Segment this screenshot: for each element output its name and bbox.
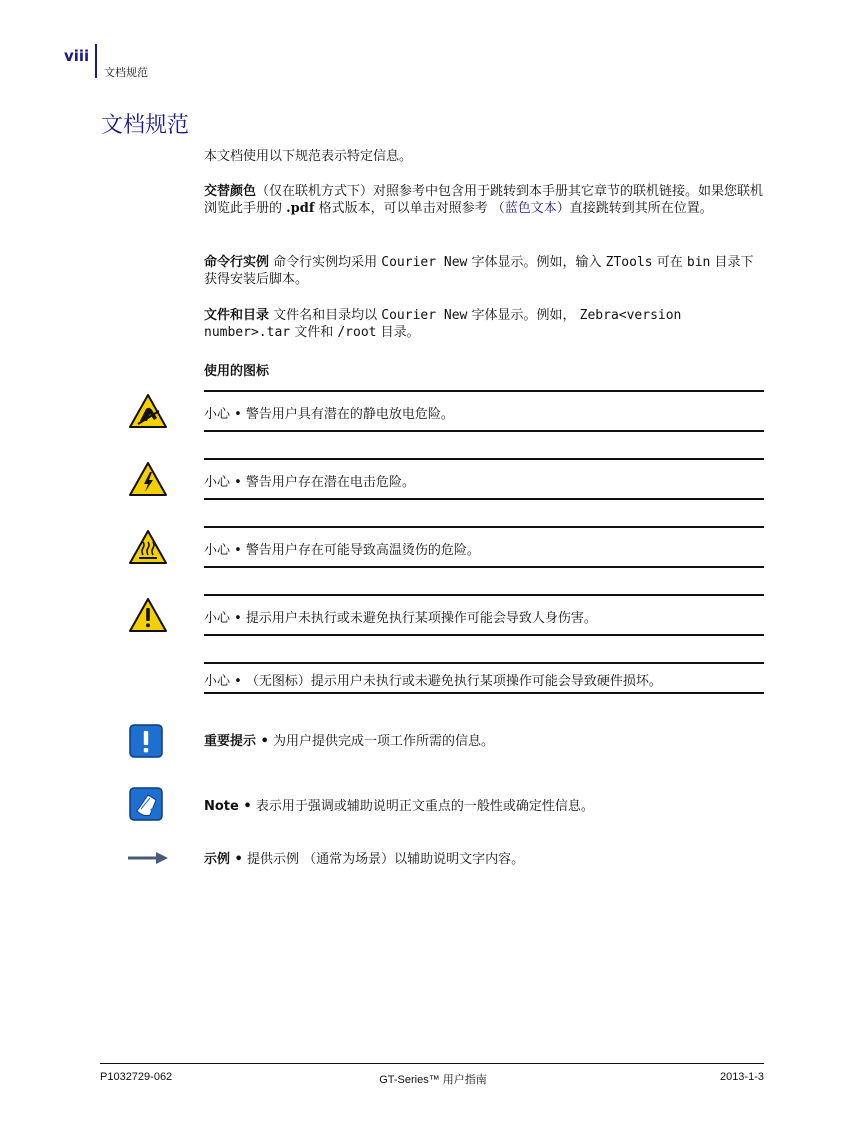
alt-color-text-3: ）直接跳转到其所在位置。 bbox=[556, 201, 713, 216]
header-section-title: 文档规范 bbox=[104, 66, 148, 79]
files-paragraph bbox=[204, 307, 764, 341]
cmd-bin: bin bbox=[686, 255, 711, 270]
important-lead: 重要提示 • bbox=[204, 734, 269, 749]
files-lead: 文件和目录 bbox=[204, 308, 270, 323]
blue-text-link[interactable]: 蓝色文本 bbox=[504, 201, 557, 216]
note-paragraph bbox=[204, 798, 764, 815]
esd-warning-icon bbox=[128, 393, 168, 429]
hot-surface-icon bbox=[128, 529, 168, 565]
example-lead: 示例 • bbox=[204, 852, 243, 867]
cmd-text-2: 字体显示。例如，输入 bbox=[467, 255, 606, 270]
note-lead: Note • bbox=[204, 799, 252, 814]
cmd-text-3: 可在 bbox=[652, 255, 687, 270]
alt-color-paragraph bbox=[204, 183, 764, 217]
pdf-extension: .pdf bbox=[286, 201, 315, 216]
example-paragraph bbox=[204, 851, 764, 868]
files-text-1: 文件名和目录均以 bbox=[269, 308, 382, 323]
files-root: /root bbox=[337, 325, 377, 340]
caution-bottom-rule bbox=[204, 692, 764, 694]
intro-paragraph: 本文档使用以下规范表示特定信息。 bbox=[204, 149, 413, 164]
arrow-right-icon bbox=[128, 851, 168, 865]
alt-color-text-2: 格式版本，可以单击对照参考 （ bbox=[314, 201, 505, 216]
electric-shock-icon bbox=[128, 461, 168, 497]
page-number: viii bbox=[64, 47, 90, 65]
caution-top-rule bbox=[204, 458, 764, 460]
files-font: Courier New bbox=[381, 308, 468, 323]
alt-color-lead: 交替颜色 bbox=[204, 184, 257, 199]
important-paragraph bbox=[204, 733, 764, 750]
page-title: 文档规范 bbox=[101, 113, 190, 138]
icons-heading: 使用的图标 bbox=[204, 364, 270, 379]
footer-divider bbox=[100, 1063, 764, 1064]
cmd-text-4: 目录下获得安装后脚本。 bbox=[204, 255, 754, 287]
caution-injury-text: 小心 • 提示用户未执行或未避免执行某项操作可能会导致人身伤害。 bbox=[204, 611, 597, 626]
caution-hot-text: 小心 • 警告用户存在可能导致高温烫伤的危险。 bbox=[204, 543, 480, 558]
alt-color-text-1: （仅在联机方式下）对照参考中包含用于跳转到本手册其它章节的联机链接。如果您联机浏览此手册的 bbox=[204, 184, 764, 216]
caution-top-rule bbox=[204, 662, 764, 664]
files-example: Zebra<version number>.tar bbox=[204, 308, 682, 340]
files-text-2: 字体显示。例如， bbox=[467, 308, 580, 323]
note-icon bbox=[128, 786, 164, 822]
caution-top-rule bbox=[204, 594, 764, 596]
caution-bottom-rule bbox=[204, 566, 764, 568]
footer-guide-title: GT-Series™ 用户指南 bbox=[379, 1074, 487, 1086]
caution-bottom-rule bbox=[204, 498, 764, 500]
important-text: 为用户提供完成一项工作所需的信息。 bbox=[268, 734, 494, 749]
cmd-lead: 命令行实例 bbox=[204, 255, 270, 270]
files-text-4: 目录。 bbox=[376, 325, 420, 340]
caution-top-rule bbox=[204, 526, 764, 528]
command-line-paragraph bbox=[204, 254, 764, 288]
caution-bottom-rule bbox=[204, 634, 764, 636]
footer-doc-id: P1032729-062 bbox=[100, 1071, 173, 1083]
footer-date: 2013-1-3 bbox=[719, 1071, 764, 1083]
caution-electric-text: 小心 • 警告用户存在潜在电击危险。 bbox=[204, 475, 415, 490]
exclamation-warning-icon bbox=[128, 597, 168, 633]
header-divider bbox=[95, 44, 97, 78]
files-text-3: 文件和 bbox=[290, 325, 338, 340]
cmd-text-1: 命令行实例均采用 bbox=[269, 255, 382, 270]
caution-bottom-rule bbox=[204, 430, 764, 432]
caution-hardware-text: 小心 • （无图标）提示用户未执行或未避免执行某项操作可能会导致硬件损坏。 bbox=[204, 674, 662, 689]
caution-esd-text: 小心 • 警告用户具有潜在的静电放电危险。 bbox=[204, 407, 454, 422]
cmd-font: Courier New bbox=[381, 255, 468, 270]
note-text: 表示用于强调或辅助说明正文重点的一般性或确定性信息。 bbox=[251, 799, 594, 814]
example-text: 提供示例 （通常为场景）以辅助说明文字内容。 bbox=[242, 852, 525, 867]
important-icon bbox=[128, 723, 164, 759]
caution-top-rule bbox=[204, 390, 764, 392]
cmd-ztools: ZTools bbox=[605, 255, 653, 270]
